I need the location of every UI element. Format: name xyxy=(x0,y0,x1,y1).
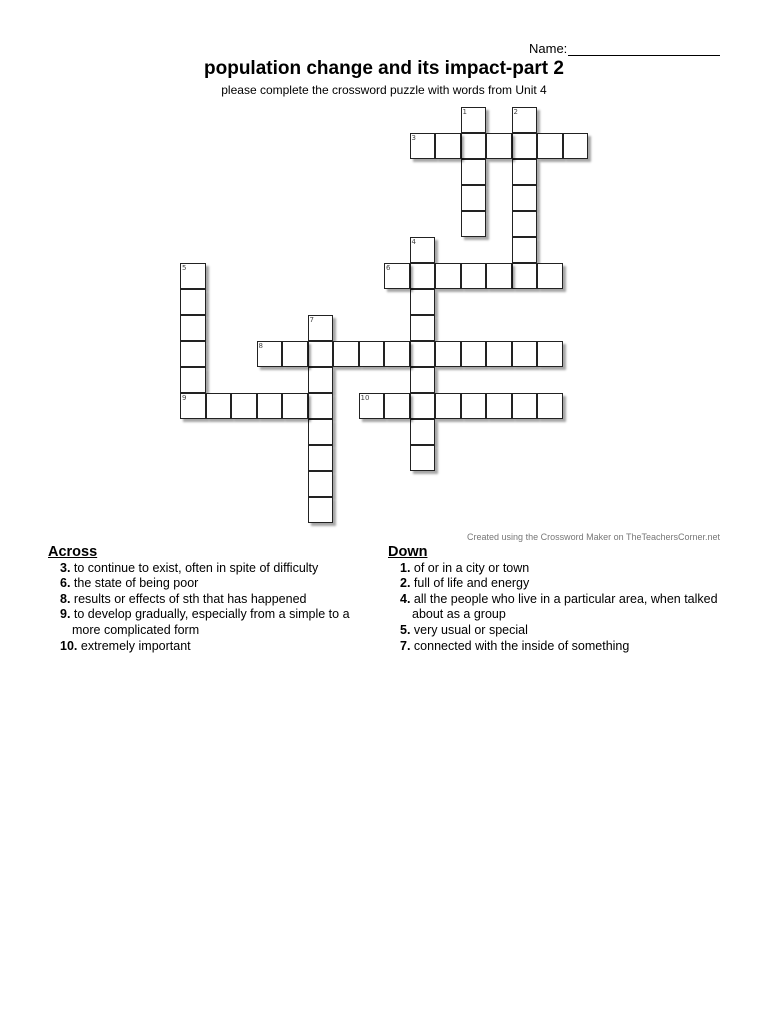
crossword-cell[interactable] xyxy=(410,419,436,445)
crossword-cell[interactable] xyxy=(537,133,563,159)
across-clue xyxy=(60,576,378,592)
crossword-cell[interactable] xyxy=(180,315,206,341)
down-clue xyxy=(400,576,718,592)
clue-num: 8. xyxy=(60,591,71,606)
down-heading: Down xyxy=(388,544,428,560)
crossword-cell[interactable] xyxy=(384,341,410,367)
crossword-cell[interactable] xyxy=(180,367,206,393)
down-clue xyxy=(400,561,718,577)
clue-number: 5 xyxy=(182,264,187,272)
clue-num: 7. xyxy=(400,638,411,653)
crossword-cell[interactable] xyxy=(512,263,538,289)
clue-num: 5. xyxy=(400,622,411,637)
crossword-cell[interactable] xyxy=(512,133,538,159)
crossword-cell[interactable] xyxy=(512,237,538,263)
crossword-cell[interactable] xyxy=(512,341,538,367)
clue-num: 2. xyxy=(400,576,411,591)
crossword-cell[interactable] xyxy=(512,159,538,185)
crossword-cell[interactable] xyxy=(410,263,436,289)
crossword-cell[interactable] xyxy=(537,263,563,289)
crossword-cell[interactable] xyxy=(308,471,334,497)
crossword-cell[interactable] xyxy=(308,497,334,523)
crossword-cell[interactable] xyxy=(308,367,334,393)
clue-text: extremely important xyxy=(77,638,191,653)
name-label: Name: xyxy=(529,41,568,56)
down-clue-list xyxy=(388,561,718,655)
crossword-cell[interactable] xyxy=(282,341,308,367)
crossword-cell[interactable] xyxy=(563,133,589,159)
crossword-cell[interactable] xyxy=(410,315,436,341)
crossword-cell[interactable] xyxy=(461,263,487,289)
crossword-cell[interactable] xyxy=(410,133,436,159)
page-title: population change and its impact-part 2 xyxy=(204,58,564,79)
crossword-cell[interactable] xyxy=(308,315,334,341)
clue-number: 4 xyxy=(411,238,416,246)
down-clue xyxy=(400,639,718,655)
crossword-cell[interactable] xyxy=(486,393,512,419)
crossword-cell[interactable] xyxy=(512,393,538,419)
crossword-cell[interactable] xyxy=(461,133,487,159)
page-subtitle: please complete the crossword puzzle with words from Unit 4 xyxy=(221,83,547,97)
credit-text: Created using the Crossword Maker on TheTeachersCorner.net xyxy=(467,532,720,542)
crossword-cell[interactable] xyxy=(308,393,334,419)
clue-num: 6. xyxy=(60,576,71,591)
crossword-cell[interactable] xyxy=(435,393,461,419)
clue-number: 6 xyxy=(386,264,391,272)
crossword-cell[interactable] xyxy=(410,367,436,393)
clue-num: 10. xyxy=(60,638,78,653)
crossword-cell[interactable] xyxy=(486,133,512,159)
clue-text: full of life and energy xyxy=(410,576,530,591)
clue-num: 9. xyxy=(60,607,71,622)
down-clues xyxy=(388,545,718,654)
crossword-cell[interactable] xyxy=(461,393,487,419)
clue-number: 2 xyxy=(513,108,518,116)
clue-text: the state of being poor xyxy=(70,576,199,591)
crossword-cell[interactable] xyxy=(486,341,512,367)
clue-num: 1. xyxy=(400,560,411,575)
crossword-cell[interactable] xyxy=(461,341,487,367)
crossword-cell[interactable] xyxy=(384,263,410,289)
crossword-cell[interactable] xyxy=(308,445,334,471)
crossword-cell[interactable] xyxy=(486,263,512,289)
crossword-cell[interactable] xyxy=(257,341,283,367)
crossword-cell[interactable] xyxy=(282,393,308,419)
down-clue xyxy=(400,623,718,639)
clue-text: results or effects of sth that has happened xyxy=(70,591,307,606)
clue-number: 9 xyxy=(182,394,187,402)
across-clue xyxy=(60,639,378,655)
crossword-cell[interactable] xyxy=(435,263,461,289)
across-clues xyxy=(48,545,378,654)
crossword-cell[interactable] xyxy=(180,289,206,315)
across-clue xyxy=(60,592,378,608)
crossword-cell[interactable] xyxy=(537,341,563,367)
across-heading: Across xyxy=(48,544,98,560)
clue-text: to continue to exist, often in spite of difficulty xyxy=(70,560,319,575)
down-clue xyxy=(400,592,718,623)
across-clue xyxy=(60,607,378,638)
crossword-cell[interactable] xyxy=(435,133,461,159)
crossword-cell[interactable] xyxy=(308,341,334,367)
crossword-cell[interactable] xyxy=(435,341,461,367)
crossword-cell[interactable] xyxy=(512,211,538,237)
crossword-cell[interactable] xyxy=(359,341,385,367)
crossword-cell[interactable] xyxy=(461,159,487,185)
crossword-cell[interactable] xyxy=(461,211,487,237)
clue-number: 8 xyxy=(258,342,263,350)
crossword-cell[interactable] xyxy=(333,341,359,367)
crossword-cell[interactable] xyxy=(257,393,283,419)
crossword-cell[interactable] xyxy=(410,341,436,367)
crossword-cell[interactable] xyxy=(410,393,436,419)
crossword-cell[interactable] xyxy=(206,393,232,419)
clue-number: 3 xyxy=(411,134,416,142)
clue-num: 4. xyxy=(400,591,411,606)
clue-text: very usual or special xyxy=(410,622,528,637)
crossword-cell[interactable] xyxy=(359,393,385,419)
crossword-cell[interactable] xyxy=(308,419,334,445)
clue-number: 10 xyxy=(360,394,370,402)
crossword-cell[interactable] xyxy=(180,393,206,419)
clue-text: connected with the inside of something xyxy=(410,638,630,653)
crossword-cell[interactable] xyxy=(231,393,257,419)
across-clue xyxy=(60,561,378,577)
crossword-cell[interactable] xyxy=(461,185,487,211)
clue-text: to develop gradually, especially from a simple to a more complicated form xyxy=(70,607,350,637)
crossword-cell[interactable] xyxy=(410,237,436,263)
crossword-cell[interactable] xyxy=(180,263,206,289)
clue-num: 3. xyxy=(60,560,71,575)
crossword-cell[interactable] xyxy=(537,393,563,419)
clue-text: all the people who live in a particular area, when talked about as a group xyxy=(410,591,718,622)
crossword-cell[interactable] xyxy=(410,289,436,315)
crossword-cell[interactable] xyxy=(461,107,487,133)
clue-number: 7 xyxy=(309,316,314,324)
crossword-cell[interactable] xyxy=(512,185,538,211)
crossword-cell[interactable] xyxy=(410,445,436,471)
across-clue-list xyxy=(48,561,378,655)
clue-number: 1 xyxy=(462,108,467,116)
crossword-cell[interactable] xyxy=(384,393,410,419)
crossword-cell[interactable] xyxy=(512,107,538,133)
clue-text: of or in a city or town xyxy=(410,560,530,575)
crossword-cell[interactable] xyxy=(180,341,206,367)
